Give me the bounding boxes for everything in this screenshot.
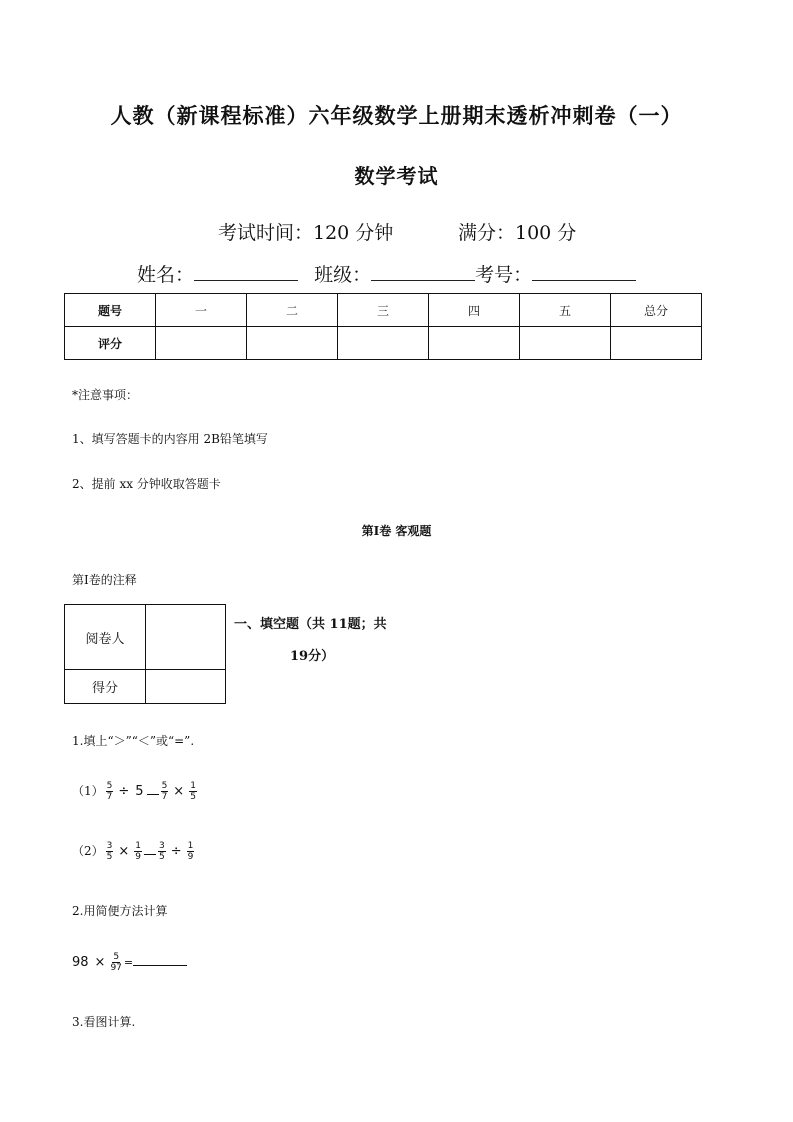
score-header-cell: 总分: [611, 294, 702, 327]
question-2-expression: [72, 952, 187, 973]
class-label: 班级：: [314, 264, 372, 286]
divide-sign: ÷: [118, 784, 130, 799]
score-table-row: [65, 327, 702, 360]
numerator: 1: [187, 841, 194, 851]
denominator: 7: [161, 792, 168, 802]
student-info-line: [137, 260, 636, 287]
score-cell[interactable]: [338, 327, 429, 360]
score-table: [64, 293, 702, 360]
compare-blank[interactable]: [147, 780, 159, 795]
section-title: 第Ⅰ卷 客观题: [361, 524, 432, 538]
grader-table: [64, 604, 226, 704]
reviewer-cell[interactable]: [146, 605, 226, 670]
score-cell[interactable]: [156, 327, 247, 360]
score-row-label: 评分: [65, 327, 156, 360]
denominator: 97: [110, 963, 122, 973]
number-blank[interactable]: [532, 262, 636, 281]
integer: 98: [72, 955, 89, 970]
numerator: 3: [159, 841, 165, 851]
numerator: 5: [113, 952, 120, 962]
note-item: 1、填写答题卡的内容用 2B铅笔填写: [72, 432, 268, 446]
name-label: 姓名：: [137, 264, 195, 286]
score-cell[interactable]: [611, 327, 702, 360]
answer-blank[interactable]: [133, 953, 187, 966]
score-cell[interactable]: [520, 327, 611, 360]
fraction: [187, 841, 195, 862]
number-label: 考号：: [475, 264, 533, 286]
grader-row: [65, 605, 226, 670]
score-table-header-row: [65, 294, 702, 327]
numerator: 1: [135, 841, 142, 851]
integer: 5: [135, 784, 144, 799]
page-subtitle: 数学考试: [354, 164, 439, 188]
denominator: 9: [187, 852, 194, 862]
fraction: [161, 781, 169, 802]
fraction: [110, 952, 121, 973]
score-header-cell: 三: [338, 294, 429, 327]
question-1-sub-2: [72, 840, 196, 862]
sub-label: （1）: [72, 784, 104, 798]
score-header-cell: 四: [429, 294, 520, 327]
grader-row: [65, 670, 226, 704]
grader-score-label: 得分: [65, 670, 146, 704]
name-blank[interactable]: [194, 262, 298, 281]
question-2-stem: 2.用简便方法计算: [72, 904, 168, 918]
exam-time: 考试时间：120 分钟: [218, 222, 394, 244]
question-1-sub-1: [72, 780, 199, 802]
score-header-cell: 五: [520, 294, 611, 327]
divide-sign: ÷: [170, 844, 182, 859]
score-header-cell: 二: [247, 294, 338, 327]
score-header-cell: 一: [156, 294, 247, 327]
numerator: 3: [106, 841, 113, 851]
fraction: [106, 781, 114, 802]
grader-score-cell[interactable]: [146, 670, 226, 704]
denominator: 7: [106, 792, 113, 802]
sub-label: （2）: [72, 844, 104, 858]
section-note: 第Ⅰ卷的注释: [72, 573, 137, 587]
denominator: 5: [106, 852, 113, 862]
score-cell[interactable]: [429, 327, 520, 360]
multiply-sign: ×: [173, 784, 185, 799]
numerator: 5: [161, 781, 168, 791]
fraction: [189, 781, 197, 802]
numerator: 1: [190, 781, 196, 791]
denominator: 9: [135, 852, 142, 862]
page-title: 人教（新课程标准）六年级数学上册期末透析冲刺卷（一）: [110, 103, 683, 128]
score-header-cell: 题号: [65, 294, 156, 327]
multiply-sign: ×: [118, 844, 130, 859]
score-cell[interactable]: [247, 327, 338, 360]
note-item: 2、提前 xx 分钟收取答题卡: [72, 477, 221, 491]
fraction: [158, 841, 166, 862]
class-blank[interactable]: [371, 262, 475, 281]
fraction: [134, 841, 142, 862]
compare-blank[interactable]: [144, 840, 156, 855]
exam-full-score: 满分：100 分: [458, 222, 577, 244]
part-title-points: 19分）: [290, 649, 335, 664]
numerator: 5: [106, 781, 113, 791]
denominator: 5: [159, 852, 165, 862]
reviewer-label: 阅卷人: [65, 605, 146, 670]
denominator: 5: [190, 792, 196, 802]
fraction: [106, 841, 114, 862]
question-1-stem: 1.填上“＞”“＜”或“=”.: [72, 734, 195, 748]
question-3-stem: 3.看图计算.: [72, 1015, 136, 1029]
part-title: 一、填空题（共 11题；共: [234, 617, 387, 632]
multiply-sign: ×: [94, 955, 106, 970]
equals-sign: =: [123, 956, 134, 969]
notes-heading: *注意事项：: [72, 388, 139, 402]
